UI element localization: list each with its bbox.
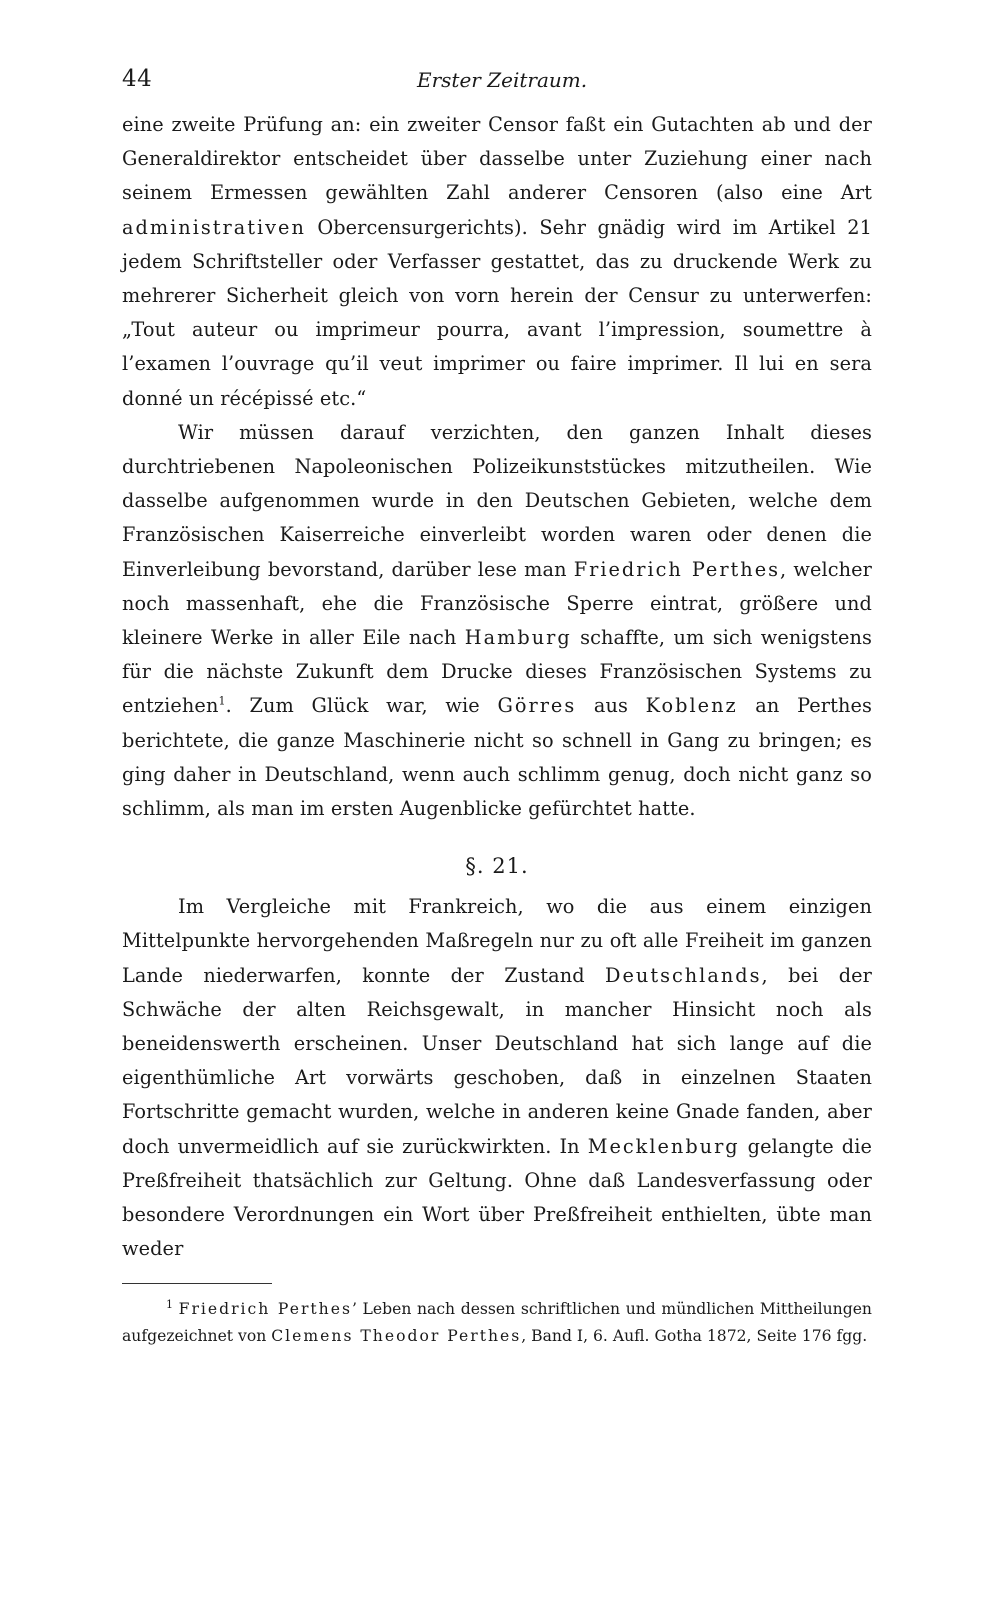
section-text-a: Im Vergleiche mit Frankreich, wo die aus einem einzigen Mittelpunkte hervorgehenden Maßregeln nur zu oft alle Freiheit im ganzen Lande niederwarfen, konnte der Zustand (122, 895, 872, 987)
section-heading: §. 21. (465, 854, 529, 879)
footnote-emphasis-editor: Clemens Theodor Perthes (271, 1326, 522, 1345)
footnote-emphasis-author: Friedrich Perthes (178, 1299, 352, 1318)
section-paragraph (122, 890, 872, 1266)
paragraph-1-text-a: eine zweite Prüfung an: ein zweiter Censor faßt ein Gutachten ab und der Generaldirektor entscheidet über dasselbe unter Zuziehung einer nach seinem Ermessen gewählten Zahl anderer Censoren (also eine Art (122, 113, 872, 205)
section-emphasis-mecklenburg: Mecklenburg (587, 1134, 740, 1158)
paragraph-2-text-b: , welcher noch massenhaft, ehe die Französische Sperre eintrat, größere und kleinere Werke in aller Eile nach (122, 557, 872, 650)
paragraph-1-emphasis: administrativen (122, 215, 306, 239)
paragraph-2-emphasis-perthes: Friedrich Perthes (573, 557, 781, 581)
paragraph-2-text-f: an Perthes berichtete, die ganze Maschinerie nicht so schnell in Gang zu bringen; es ging daher in Deutschland, wenn auch schlimm genug, doch nicht ganz so schlimm, als man im ersten Augenblicke gefürchtet hatte. (122, 694, 872, 821)
footnote-text-c: , Band I, 6. Aufl. Gotha 1872, Seite 176 fgg. (521, 1326, 868, 1345)
paragraph-2-text-e: aus (576, 694, 646, 718)
paragraph-2-text-c: schaffte, um sich wenigstens für die nächste Zukunft dem Drucke dieses Französischen Systems zu entziehen (122, 626, 873, 718)
footnote-marker: 1 (166, 1297, 173, 1311)
footnote-divider (122, 1283, 272, 1284)
page-number: 44 (122, 66, 153, 92)
running-head (122, 58, 872, 104)
paragraph-1 (122, 108, 872, 416)
section-text-c: gelangte die Preßfreiheit thatsächlich zur Geltung. Ohne daß Landesverfassung oder besondere Verordnungen ein Wort über Preßfreiheit enthielten, übte man weder (122, 1134, 873, 1261)
paragraph-2-emphasis-goerres: Görres (497, 694, 577, 718)
footnote (122, 1296, 872, 1350)
paragraph-1-text-b: Obercensurgerichts). Sehr gnädig wird im Artikel 21 jedem Schriftsteller oder Verfasser gestattet, das zu druckende Werk zu mehrerer Sicherheit gleich von vorn herein der Censur zu unterwerfen: „Tout auteur ou imprimeur pourra, avant l’impression, soumettre à l’examen l’ouvrage qu’il veut imprimer ou faire imprimer. Il lui en sera donné un récépissé etc.“ (122, 215, 872, 410)
footnote-text-b: ’ Leben nach dessen schriftlichen und mündlichen Mittheilungen aufgezeichnet von (122, 1299, 872, 1345)
paragraph-2-emphasis-hamburg: Hamburg (464, 626, 572, 650)
paragraph-2 (122, 416, 872, 826)
book-page (122, 58, 872, 1350)
paragraph-2-text-d: . Zum Glück war, wie (225, 694, 498, 718)
paragraph-2-emphasis-koblenz: Koblenz (645, 694, 738, 718)
section-text-b: , bei der Schwäche der alten Reichsgewalt, in mancher Hinsicht noch als beneidenswerth erscheinen. Unser Deutschland hat sich lange auf die eigenthümliche Art vorwärts geschoben, daß in einzelnen Staaten Fortschritte gemacht wurden, welche in anderen keine Gnade fanden, aber doch unvermeidlich auf sie zurückwirkten. In (122, 963, 872, 1158)
footnote-reference: 1 (218, 695, 226, 709)
running-title: Erster Zeitraum. (417, 68, 588, 92)
paragraph-2-text-a: Wir müssen darauf verzichten, den ganzen Inhalt dieses durchtriebenen Napoleonischen Polizeikunststückes mitzutheilen. Wie dasselbe aufgenommen wurde in den Deutschen Gebieten, welche dem Französischen Kaiserreiche einverleibt worden waren oder denen die Einverleibung bevorstand, darüber lese man (122, 420, 872, 581)
section-emphasis-deutschlands: Deutschlands (605, 963, 762, 987)
